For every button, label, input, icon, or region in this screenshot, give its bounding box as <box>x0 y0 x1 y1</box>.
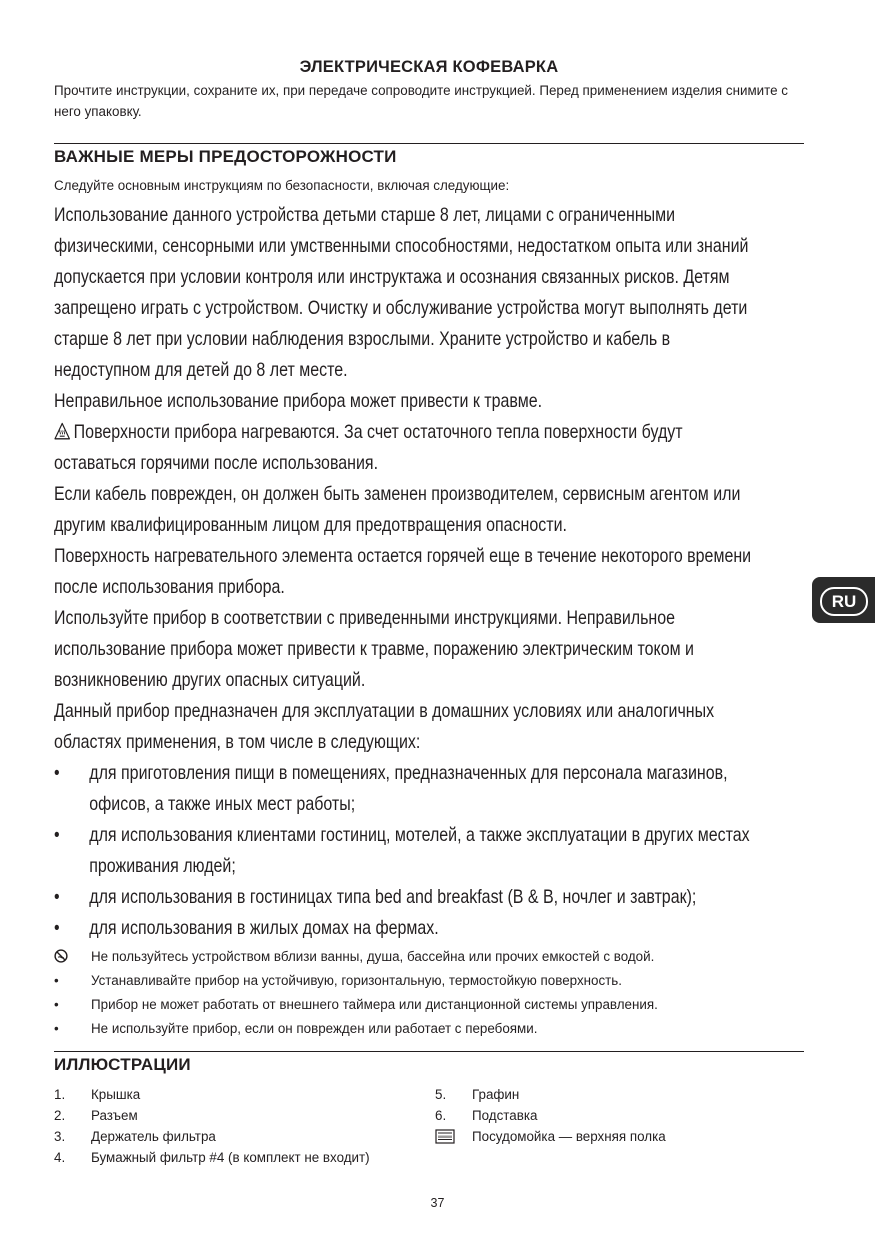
safety-body <box>54 200 874 944</box>
list-item: • Прибор не может работать от внешнего таймера или дистанционной системы управления. <box>54 997 658 1012</box>
small-safety-list <box>54 945 814 1041</box>
bullet-item-continued: проживания людей; <box>89 855 236 877</box>
list-item: Не пользуйтесь устройством вблизи ванны, душа, бассейна или прочих емкостей с водой. <box>54 945 814 969</box>
safety-line: оставаться горячими после использования. <box>54 452 379 474</box>
safety-line: Если кабель поврежден, он должен быть заменен производителем, сервисным агентом или <box>54 483 741 505</box>
safety-line: Используйте прибор в соответствии с приведенными инструкциями. Неправильное <box>54 607 676 629</box>
hot-surface-line <box>54 417 726 448</box>
safety-line: областях применения, в том числе в следующих: <box>54 731 421 753</box>
safety-line: возникновению других опасных ситуаций. <box>54 669 366 691</box>
safety-line: Использование данного устройства детьми старше 8 лет, лицами с ограниченными <box>54 204 676 226</box>
illustrations-section-title: ИЛЛЮСТРАЦИИ <box>54 1055 191 1074</box>
hot-surface-warning-icon <box>54 419 70 437</box>
hot-surface-text: Поверхности прибора нагреваются. За счет остаточного тепла поверхности будут <box>73 421 683 443</box>
list-item: • Устанавливайте прибор на устойчивую, горизонтальную, термостойкую поверхность. <box>54 973 623 988</box>
safety-line: допускается при условии контроля или инструктажа и осознания связанных рисков. Детям <box>54 266 730 288</box>
safety-line: Неправильное использование прибора может привести к травме. <box>54 390 543 412</box>
bullet-item: • для использования в жилых домах на фермах. <box>54 917 439 939</box>
section-divider <box>54 1051 804 1052</box>
list-item: • Не используйте прибор, если он поврежден или работает с перебоями. <box>54 1021 538 1036</box>
safety-line: недоступном для детей до 8 лет месте. <box>54 359 348 381</box>
manual-page: ЭЛЕКТРИЧЕСКАЯ КОФЕВАРКА Прочтите инструкции, сохраните их, при передаче сопроводите инструкцией. Перед применением изделия снимите с него упаковку. ВАЖНЫЕ МЕРЫ ПРЕДОСТОРОЖНОСТИ Следуйте основным инструкциям по безопасности, включая следующие: Использование данного устройства детьми старше 8 лет, лицами с ограниченными физическими, сенсорными или умственными способностями, недостатком опыта или знаний допускается при условии контроля или инструктажа и осознания связанных рисков. Детям запрещено играть с устройством. Очистку и обслуживание устройства могут выполнять дети старше 8 лет при условии наблюдения взрослыми. Храните устройство и кабель в недоступном для детей до 8 лет месте. Неправильное использование прибора может привести к травме. Поверхности прибора нагреваются. За счет остаточного тепла поверхности будут оставаться горячими после использования. Если кабель поврежден, он должен быть заменен производителем, сервисным агентом или другим квалифицированным лицом для предотвращения опасности. Поверхность нагревательного элемента остается горячей еще в течение некоторого времени после использования прибора. Используйте прибор в соответствии с приведенными инструкциями. Неправильное использование прибора может привести к травме, поражению электрическим током и возникновению других опасных ситуаций. Данный прибор предназначен для эксплуатации в домашних условиях или аналогичных областях применения, в том числе в следующих: • для приготовления пищи в помещениях, предназначенных для персонала магазинов, офисов, а также иных мест работы; • для использования клиентами гостиниц, мотелей, а также эксплуатации в других местах проживания людей; • для использования в гостиницах типа bed and breakfast (B & B, ночлег и завтрак); • для использования в жилых домах на фермах. Не пользуйтесь устройством вблизи ванны, душа, бассейна или прочих емкостей с водой. • Устанавливайте прибор на устойчивую, горизонтальную, термостойкую поверхность. • Прибор не может работать от внешнего таймера или дистанционной системы управления. • Не используйте прибор, если он поврежден или работает с перебоями. ИЛЛЮСТРАЦИИ 1. Крышка 2. Разъем 3. Держатель фильтра 4. Бумажный фильтр #4 (в комплект не входит) 5. Графин 6. Подставка Посудомойка — верхняя полка 37 RU <box>0 0 875 1241</box>
safety-section-title: ВАЖНЫЕ МЕРЫ ПРЕДОСТОРОЖНОСТИ <box>54 147 397 166</box>
page-number: 37 <box>430 1196 445 1210</box>
dishwasher-icon <box>435 1126 455 1147</box>
safety-line: после использования прибора. <box>54 576 285 598</box>
no-water-icon <box>54 945 74 969</box>
bullet-item-continued: офисов, а также иных мест работы; <box>89 793 356 815</box>
safety-line: запрещено играть с устройством. Очистку и обслуживание устройства могут выполнять дети <box>54 297 748 319</box>
intro-text: Прочтите инструкции, сохраните их, при передаче сопроводите инструкцией. Перед применением изделия снимите с него упаковку. <box>54 83 788 119</box>
document-title: ЭЛЕКТРИЧЕСКАЯ КОФЕВАРКА <box>299 58 559 76</box>
safety-line: физическими, сенсорными или умственными способностями, недостатком опыта или знаний <box>54 235 749 257</box>
language-tab <box>812 577 875 623</box>
bullet-item: • для использования в гостиницах типа bed and breakfast (B & B, ночлег и завтрак); <box>54 886 697 908</box>
safety-line: использование прибора может привести к травме, поражению электрическим током и <box>54 638 694 660</box>
safety-note: Следуйте основным инструкциям по безопасности, включая следующие: <box>54 178 510 193</box>
bullet-item: • для приготовления пищи в помещениях, предназначенных для персонала магазинов, <box>54 762 728 784</box>
language-label: RU <box>820 587 868 616</box>
bullet-item: • для использования клиентами гостиниц, мотелей, а также эксплуатации в других местах <box>54 824 750 846</box>
safety-line: Данный прибор предназначен для эксплуатации в домашних условиях или аналогичных <box>54 700 715 722</box>
safety-line: Поверхность нагревательного элемента остается горячей еще в течение некоторого времени <box>54 545 752 567</box>
safety-line: старше 8 лет при условии наблюдения взрослыми. Храните устройство и кабель в <box>54 328 671 350</box>
section-divider <box>54 143 804 144</box>
safety-line: другим квалифицированным лицом для предотвращения опасности. <box>54 514 567 536</box>
